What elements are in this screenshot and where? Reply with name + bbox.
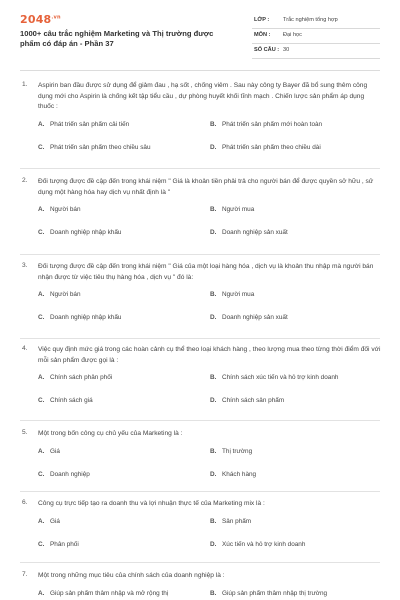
option-d[interactable]: D. Xúc tiến và hỗ trợ kinh doanh xyxy=(210,540,306,548)
option-b[interactable]: B. Chính sách xúc tiến và hỗ trợ kinh doanh xyxy=(210,374,339,381)
option-d[interactable]: D. Doanh nghiệp sản xuất xyxy=(210,314,288,321)
answer-options xyxy=(38,374,382,408)
question-divider xyxy=(20,254,380,255)
site-logo[interactable]: $2048^{.vn}$ xyxy=(20,13,61,26)
option-a[interactable]: A. Người bán xyxy=(38,291,81,298)
option-a[interactable]: A. Giá xyxy=(38,517,60,525)
question-text: Công cụ trực tiếp tạo ra doanh thu và lợi nhuận thực tế của Marketing mix là : xyxy=(38,500,265,507)
question-text: Đối tượng được đề cập đến trong khái niệm " Giá của một loại hàng hóa , dịch vụ là khoản thu nhập mà người bán nhận được từ việc tiêu thụ hàng hóa , dịch vụ " đó là: xyxy=(38,263,374,281)
question-5: 5. Một trong bốn công cụ chủ yếu của Marketing là : A. Giá B. Thị trường C. Doanh nghiệp D. Khách hàng xyxy=(20,429,382,482)
option-d[interactable]: D. Khách hàng xyxy=(210,470,257,478)
option-b[interactable]: B. Người mua xyxy=(210,291,255,298)
question-divider xyxy=(20,420,380,421)
question-divider xyxy=(20,168,380,169)
question-7: 7. Một trong những mục tiêu của chính sách của doanh nghiệp là : A. Giúp sản phẩm thâm nhập và mở rộng thị B. Giúp sản phẩm thâm nhập thị trường xyxy=(20,571,382,600)
meta-question-count: SỐ CÂU : 30 xyxy=(252,44,380,59)
option-d[interactable]: D. Chính sách sản phẩm xyxy=(210,397,285,404)
question-text: Một trong bốn công cụ chủ yếu của Marketing là : xyxy=(38,430,183,437)
question-text: Một trong những mục tiêu của chính sách của doanh nghiệp là : xyxy=(38,572,225,579)
question-text: Aspirin ban đầu được sử dụng để giảm đau , hạ sốt , chống viêm . Sau này công ty Bayer đã bổ sung thêm công dụng mới cho Aspirin là chống kết tập tiểu cầu , dự phòng huyết khối tĩnh mạch . Chiến lược sản phẩm áp dụng thuốc : xyxy=(38,82,368,110)
option-b[interactable]: B. Thị trường xyxy=(210,447,253,455)
answer-options xyxy=(38,590,382,600)
answer-options xyxy=(38,448,382,482)
question-text: Việc quy định mức giá trong các hoàn cảnh cụ thể theo loại khách hàng , theo lượng mua theo từng thời điểm đối với mỗi sản phẩm được gọi là : xyxy=(38,346,381,364)
meta-class: LỚP : Trắc nghiệm tổng hợp xyxy=(252,14,380,29)
option-a[interactable]: A. Chính sách phân phối xyxy=(38,374,113,381)
answer-options xyxy=(38,121,382,155)
option-b[interactable]: B. Giúp sản phẩm thâm nhập thị trường xyxy=(210,589,328,597)
document-header xyxy=(0,0,400,66)
question-6: 6. Công cụ trực tiếp tạo ra doanh thu và lợi nhuận thực tế của Marketing mix là : A. Giá B. Sản phẩm C. Phân phối D. Xúc tiến và hỗ trợ kinh doanh xyxy=(20,499,382,552)
option-b[interactable]: B. Phát triển sản phẩm mới hoàn toàn xyxy=(210,120,323,128)
answer-options xyxy=(38,291,382,325)
question-3: 3. Đối tượng được đề cập đến trong khái niệm " Giá của một loại hàng hóa , dịch vụ là khoản thu nhập mà người bán nhận được từ việc tiêu thụ hàng hóa , dịch vụ " đó là: A. Người bán B. Người mua C. Doanh nghiệp nhập khẩu D. Doanh nghiệp sản xuất xyxy=(20,262,382,325)
header-divider xyxy=(20,70,380,71)
question-divider xyxy=(20,491,380,492)
question-divider xyxy=(20,562,380,563)
document-meta xyxy=(252,14,380,59)
answer-options xyxy=(38,206,382,240)
question-2: 2. Đối tượng được đề cập đến trong khái niệm " Giá là khoản tiền phải trả cho người bán để được quyền sở hữu , sử dụng một hàng hóa hay dịch vụ nhất định là " A. Người bán B. Người mua C. Doanh nghiệp nhập khẩu D. Doanh nghiệp sản xuất xyxy=(20,177,382,240)
question-4: 4. Việc quy định mức giá trong các hoàn cảnh cụ thể theo loại khách hàng , theo lượng mua theo từng thời điểm đối với mỗi sản phẩm được gọi là : A. Chính sách phân phối B. Chính sách xúc tiến và hỗ trợ kinh doanh C. Chính sách giá D. Chính sách sản phẩm xyxy=(20,345,382,408)
option-c[interactable]: C. Doanh nghiệp nhập khẩu xyxy=(38,229,122,236)
meta-subject: MÔN : Đại học xyxy=(252,29,380,44)
option-c[interactable]: C. Doanh nghiệp xyxy=(38,470,90,478)
option-b[interactable]: B. Người mua xyxy=(210,206,255,213)
option-a[interactable]: A. Giúp sản phẩm thâm nhập và mở rộng thị xyxy=(38,589,169,597)
option-c[interactable]: C. Doanh nghiệp nhập khẩu xyxy=(38,314,122,321)
option-b[interactable]: B. Sản phẩm xyxy=(210,517,252,525)
option-c[interactable]: C. Phân phối xyxy=(38,540,79,548)
option-c[interactable]: C. Chính sách giá xyxy=(38,397,93,404)
option-d[interactable]: D. Phát triển sản phẩm theo chiều dài xyxy=(210,143,321,151)
document-title: 1000+ câu trắc nghiệm Marketing và Thị trường được phẩm có đáp án - Phần 37 xyxy=(20,29,214,48)
option-a[interactable]: A. Phát triển sản phẩm cải tiến xyxy=(38,120,130,128)
question-divider xyxy=(20,338,380,339)
question-text: Đối tượng được đề cập đến trong khái niệm " Giá là khoản tiền phải trả cho người bán để được quyền sở hữu , sử dụng một hàng hóa hay dịch vụ nhất định là " xyxy=(38,178,374,196)
option-a[interactable]: A. Người bán xyxy=(38,206,81,213)
answer-options xyxy=(38,518,382,552)
option-c[interactable]: C. Phát triển sản phẩm theo chiều sâu xyxy=(38,143,151,151)
option-a[interactable]: A. Giá xyxy=(38,447,60,455)
question-1: 1. Aspirin ban đầu được sử dụng để giảm đau , hạ sốt , chống viêm . Sau này công ty Bayer đã bổ sung thêm công dụng mới cho Aspirin là chống kết tập tiểu cầu , dự phòng huyết khối tĩnh mạch . Chiến lược sản phẩm áp dụng thuốc : A. Phát triển sản phẩm cải tiến B. Phát triển sản phẩm mới hoàn toàn C. Phát triển sản phẩm theo chiều sâu D. Phát triển sản phẩm theo chiều dài xyxy=(20,81,382,155)
option-d[interactable]: D. Doanh nghiệp sản xuất xyxy=(210,229,288,236)
